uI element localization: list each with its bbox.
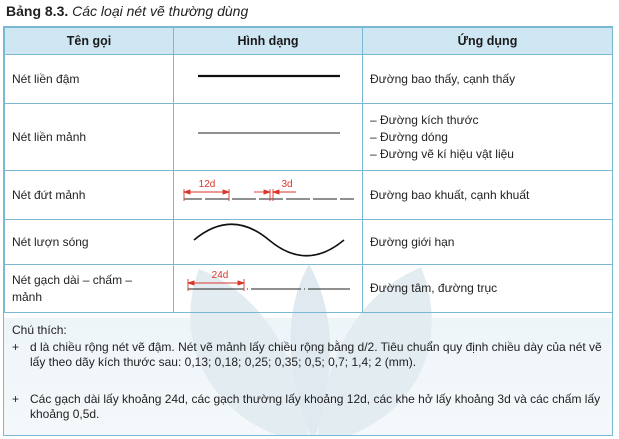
row-usage: [363, 265, 613, 313]
dim-label-3d: 3d: [281, 179, 293, 190]
line-types-table: [4, 27, 613, 313]
row-shape: [174, 104, 363, 171]
row-usage: [363, 171, 613, 220]
row-name-line: Nét gạch dài – chấm –: [12, 272, 133, 287]
row-name: Nét lượn sóng: [5, 220, 174, 265]
thin-solid-line-icon: [174, 104, 363, 167]
row-usage: [363, 55, 613, 104]
table-header-row: [5, 28, 613, 55]
row-name: Nét liền đậm: [5, 55, 174, 104]
row-usage: [363, 104, 613, 171]
line-types-panel: [3, 26, 613, 436]
table-row: [5, 104, 613, 171]
note-text: Các gạch dài lấy khoảng 24d, các gạch thường lấy khoảng 12d, các khe hở lấy khoảng 3d và các chấm lấy khoảng 0,5d.: [30, 392, 601, 421]
usage-line: Đường bao khuất, cạnh khuất: [370, 187, 530, 202]
note-bullet: +: [12, 340, 20, 354]
row-name: Nét liền mảnh: [5, 104, 174, 171]
row-shape: [174, 220, 363, 265]
caption-number: Bảng 8.3.: [6, 3, 69, 19]
table-row: [5, 171, 613, 220]
row-usage: [363, 220, 613, 265]
row-name-line: mảnh: [12, 289, 43, 304]
row-shape: [174, 171, 363, 220]
thick-solid-line-icon: [174, 55, 363, 100]
row-shape: [174, 265, 363, 313]
dash-dot-line-icon: [174, 265, 363, 309]
usage-line: Đường tâm, đường trục: [370, 281, 498, 295]
thin-dashed-line-icon: [174, 171, 363, 216]
table-row: [5, 220, 613, 265]
row-name: [5, 265, 174, 313]
usage-line: Đường bao thấy, cạnh thấy: [370, 71, 516, 86]
table-caption: [6, 2, 248, 20]
table-row: [5, 55, 613, 104]
usage-line: – Đường kích thước: [370, 112, 479, 127]
dim-label-12d: 12d: [198, 179, 216, 190]
usage-line: Đường giới hạn: [370, 234, 455, 249]
table-row: [5, 265, 613, 313]
header-name: Tên gọi: [5, 28, 174, 55]
header-shape: Hình dạng: [174, 28, 363, 55]
note-bullet: +: [12, 392, 20, 406]
caption-title: Các loại nét vẽ thường dùng: [72, 3, 249, 19]
wavy-line-icon: [174, 220, 363, 261]
dim-label-24d: 24d: [211, 270, 229, 281]
usage-line: – Đường dóng: [370, 129, 448, 144]
row-shape: [174, 55, 363, 104]
note-text: d là chiều rộng nét vẽ đậm. Nét vẽ mảnh lấy chiều rộng bằng d/2. Tiêu chuẩn quy định chiều dày của nét vẽ lấy theo dãy kích thước sau: 0,13; 0,18; 0,25; 0,35; 0,5; 0,7; 1,4; 2 (mm).: [30, 340, 602, 369]
notes-label: Chú thích:: [12, 323, 67, 337]
usage-line: – Đường vẽ kí hiệu vật liệu: [370, 146, 514, 161]
row-name: Nét đứt mảnh: [5, 171, 174, 220]
header-usage: Ứng dụng: [363, 28, 613, 55]
